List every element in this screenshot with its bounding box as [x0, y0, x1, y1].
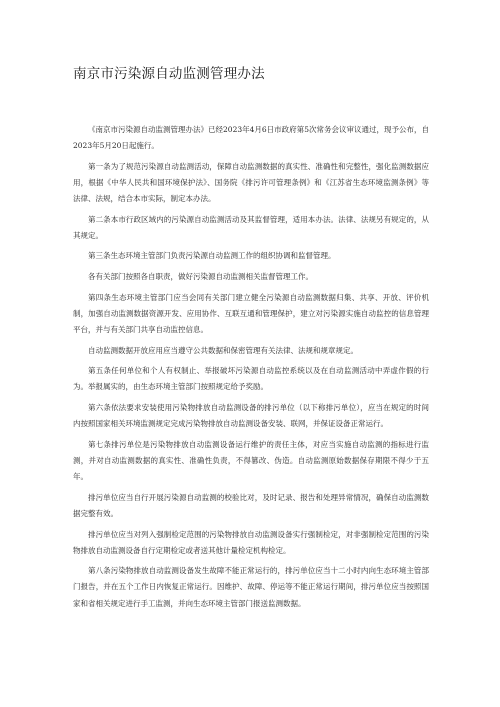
paragraph-article-8: 第八条污染物排放自动监测设备发生故障不能正常运行的，排污单位应当十二小时内向生态环境主管部门报告，并在五个工作日内恢复正常运行。因维护、故障、停运等不能正常运行期间，排污单位应当按照国家和省相关规定进行手工监测，并向生态环境主管部门报送监测数据。 — [73, 566, 429, 608]
paragraph-article-2: 第二条本市行政区域内的污染源自动监测活动及其监督管理，适用本办法。法律、法规另有规定的，从其规定。 — [73, 214, 429, 240]
paragraph-article-7: 第七条排污单位是污染物排放自动监测设备运行维护的责任主体，对应当实施自动监测的指标进行监测，并对自动监测数据的真实性、准确性负责，不得篡改、伪造。自动监测原始数据保存期限不得少于五年。 — [73, 439, 429, 482]
paragraph-article-1: 第一条为了规范污染源自动监测活动，保障自动监测数据的真实性、准确性和完整性，强化监测数据应用，根据《中华人民共和国环境保护法》、国务院《排污许可管理条例》和《江苏省生态环境监测条例》等法律、法规，结合本市实际，制定本办法。 — [73, 161, 429, 203]
paragraph-article-6: 第六条依法要求安装使用污染物排放自动监测设备的排污单位（以下称排污单位），应当在规定的时间内按照国家相关环境监测规定完成污染物排放自动监测设备安装、联网，并保证设备正常运行。 — [73, 403, 429, 429]
paragraph-article-4: 第四条生态环境主管部门应当会同有关部门建立健全污染源自动监测数据归集、共享、开放、评价机制，加强自动监测数据资源开发、应用协作、互联互通和管理保护，建立对污染源实施自动监控的信息管理平台，并与有关部门共享自动监控信息。 — [73, 292, 429, 334]
paragraph-article-7-cont-1: 排污单位应当自行开展污染源自动监测的校验比对，及时记录、报告和处理异常情况，确保自动监测数据完整有效。 — [73, 492, 429, 518]
paragraph-article-7-cont-2: 排污单位应当对列入强制检定范围的污染物排放自动监测设备实行强制检定，对非强制检定范围的污染物排放自动监测设备自行定期检定或者送其他计量检定机构检定。 — [73, 529, 429, 555]
document-title: 南京市污染源自动监测管理办法 — [73, 66, 265, 82]
paragraph-preamble: 《南京市污染源自动监测管理办法》已经2023年4月6日市政府第5次常务会议审议通过，现予公布，自2023年5月20日起施行。 — [73, 125, 429, 151]
paragraph-article-3: 第三条生态环境主管部门负责污染源自动监测工作的组织协调和监督管理。 — [88, 251, 336, 261]
paragraph-article-3-cont: 各有关部门按照各自职责，做好污染源自动监测相关监督管理工作。 — [88, 272, 313, 282]
document-body — [73, 122, 429, 616]
paragraph-article-4-cont: 自动监测数据开放应用应当遵守公共数据和保密管理有关法律、法规和规章规定。 — [88, 345, 358, 355]
paragraph-article-5: 第五条任何单位和个人有权制止、举报破坏污染源自动监控系统以及在自动监测活动中弄虚作假的行为。举报属实的，由生态环境主管部门按照规定给予奖励。 — [73, 366, 429, 392]
